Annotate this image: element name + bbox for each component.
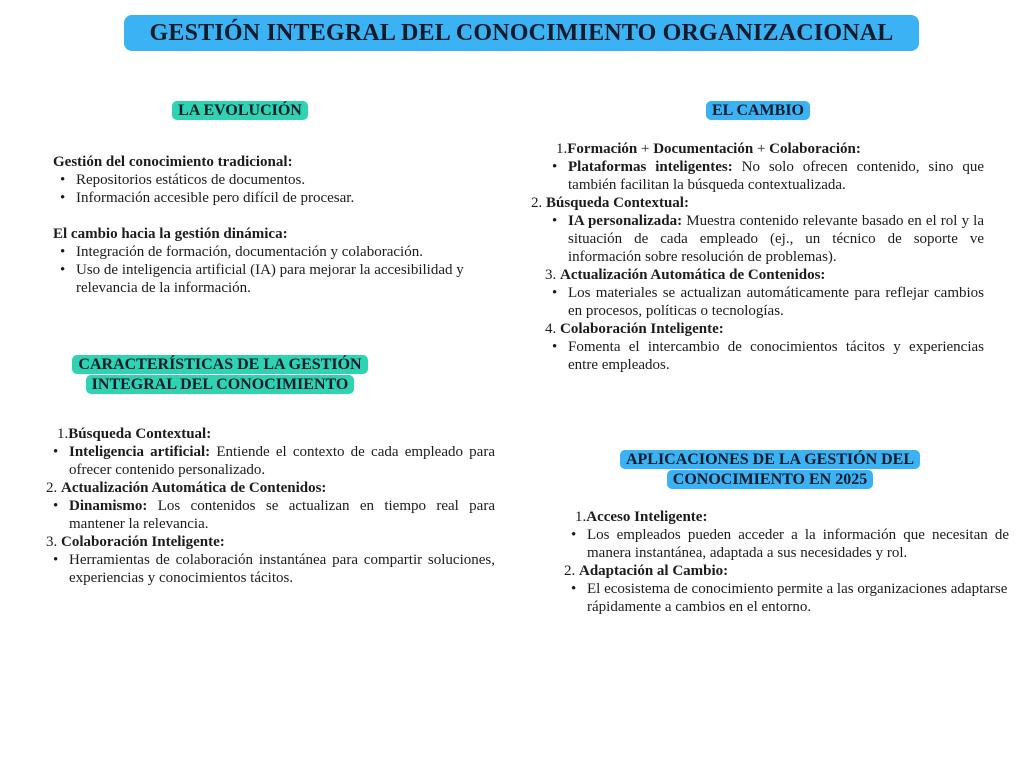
item-heading: Adaptación al Cambio: <box>579 563 729 579</box>
cambio-list-1 <box>545 158 984 194</box>
list-item: • El ecosistema de conocimiento permite a las organizaciones adaptarse rápidamente a cambios en el entorno. <box>564 580 1009 616</box>
aplicaciones-tag-line1: APLICACIONES DE LA GESTIÓN DEL <box>620 450 920 469</box>
bullet-bold: Dinamismo: <box>69 498 148 514</box>
aplicaciones-tag-line2: CONOCIMIENTO EN 2025 <box>667 470 873 489</box>
list-item <box>46 443 495 479</box>
head-part: Formación <box>567 141 638 157</box>
caracteristicas-list-2 <box>46 497 495 533</box>
cambio-item-1-head <box>545 140 984 158</box>
caracteristicas-section <box>46 425 495 587</box>
caracteristicas-item-1-head <box>46 425 495 443</box>
aplicaciones-list-1 <box>564 526 1009 562</box>
caracteristicas-list-3 <box>46 551 495 587</box>
item-heading: Actualización Automática de Contenidos: <box>61 480 327 496</box>
page-title: GESTIÓN INTEGRAL DEL CONOCIMIENTO ORGANIZACIONAL <box>124 15 919 51</box>
item-heading: Búsqueda Contextual: <box>546 195 689 211</box>
bullet-bold: Plataformas inteligentes: <box>568 159 733 175</box>
bullet-bold: Inteligencia artificial: <box>69 444 211 460</box>
caracteristicas-item-2-head <box>46 479 495 497</box>
caracteristicas-item-3-head <box>46 533 495 551</box>
cambio-list-3 <box>545 284 984 320</box>
item-number: 3. <box>545 267 557 283</box>
list-item <box>46 497 495 533</box>
list-item <box>545 158 984 194</box>
item-number: 1. <box>556 141 568 157</box>
list-item: • Herramientas de colaboración instantánea para compartir soluciones, experiencias y conocimientos tácitos. <box>46 551 495 587</box>
item-number: 1. <box>575 509 587 525</box>
caracteristicas-list-1 <box>46 443 495 479</box>
item-heading: Acceso Inteligente: <box>586 509 708 525</box>
caracteristicas-tag <box>50 355 390 395</box>
cambio-item-3-head <box>545 266 984 284</box>
item-heading: Colaboración Inteligente: <box>560 321 724 337</box>
cambio-tag-label: EL CAMBIO <box>706 101 810 120</box>
evolucion-list-1 <box>53 171 513 207</box>
list-item: • Fomenta el intercambio de conocimientos tácitos y experiencias entre empleados. <box>545 338 984 374</box>
caracteristicas-tag-line1: CARACTERÍSTICAS DE LA GESTIÓN <box>72 355 367 374</box>
list-item: • Integración de formación, documentación y colaboración. <box>53 243 513 261</box>
cambio-list-2 <box>545 212 984 266</box>
head-plus: + <box>753 141 770 157</box>
item-heading: Actualización Automática de Contenidos: <box>560 267 826 283</box>
caracteristicas-tag-line2: INTEGRAL DEL CONOCIMIENTO <box>86 375 355 394</box>
head-part: Colaboración: <box>769 141 861 157</box>
list-item: • Los empleados pueden acceder a la información que necesitan de manera instantánea, adaptada a sus necesidades y rol. <box>564 526 1009 562</box>
list-item: • Información accesible pero difícil de procesar. <box>53 189 513 207</box>
cambio-tag <box>658 101 858 121</box>
evolucion-section <box>53 153 513 297</box>
list-item: • Los materiales se actualizan automáticamente para reflejar cambios en procesos, políticas o tecnologías. <box>545 284 984 320</box>
item-number: 2. <box>531 195 543 211</box>
item-number: 1. <box>57 426 69 442</box>
bullet-text: Muestra contenido relevante basado en el rol y la situación de cada empleado (ej., un técnico de soporte ve información sobre resolución de problemas). <box>568 213 984 265</box>
item-heading: Colaboración Inteligente: <box>61 534 225 550</box>
evolucion-tag <box>140 101 340 121</box>
bullet-bold: IA personalizada: <box>568 213 683 229</box>
bullet-text: Entiende el contexto de cada empleado para ofrecer contenido personalizado. <box>69 444 495 478</box>
bullet-text: Los contenidos se actualizan en tiempo real para mantener la relevancia. <box>69 498 495 532</box>
evolucion-list-2 <box>53 243 513 297</box>
list-item: • Uso de inteligencia artificial (IA) para mejorar la accesibilidad y relevancia de la información. <box>53 261 513 297</box>
aplicaciones-list-2 <box>564 580 1009 616</box>
cambio-item-2-head <box>531 194 984 212</box>
cambio-list-4 <box>545 338 984 374</box>
item-number: 3. <box>46 534 58 550</box>
list-item: • Repositorios estáticos de documentos. <box>53 171 513 189</box>
aplicaciones-item-2-head <box>564 562 1009 580</box>
aplicaciones-item-1-head <box>564 508 1009 526</box>
list-item <box>545 212 984 266</box>
evolucion-heading-2: El cambio hacia la gestión dinámica: <box>53 226 288 242</box>
item-number: 2. <box>564 563 576 579</box>
item-number: 4. <box>545 321 557 337</box>
aplicaciones-tag <box>600 450 940 490</box>
evolucion-heading-1: Gestión del conocimiento tradicional: <box>53 154 293 170</box>
cambio-section <box>531 140 984 374</box>
bullet-text: No solo ofrecen contenido, sino que también facilitan la búsqueda contextualizada. <box>568 159 984 193</box>
cambio-item-4-head <box>545 320 984 338</box>
item-number: 2. <box>46 480 58 496</box>
item-heading: Búsqueda Contextual: <box>68 426 212 442</box>
head-plus: + <box>637 141 654 157</box>
head-part: Documentación <box>653 141 754 157</box>
aplicaciones-section <box>564 508 1009 616</box>
evolucion-tag-label: LA EVOLUCIÓN <box>172 101 308 120</box>
